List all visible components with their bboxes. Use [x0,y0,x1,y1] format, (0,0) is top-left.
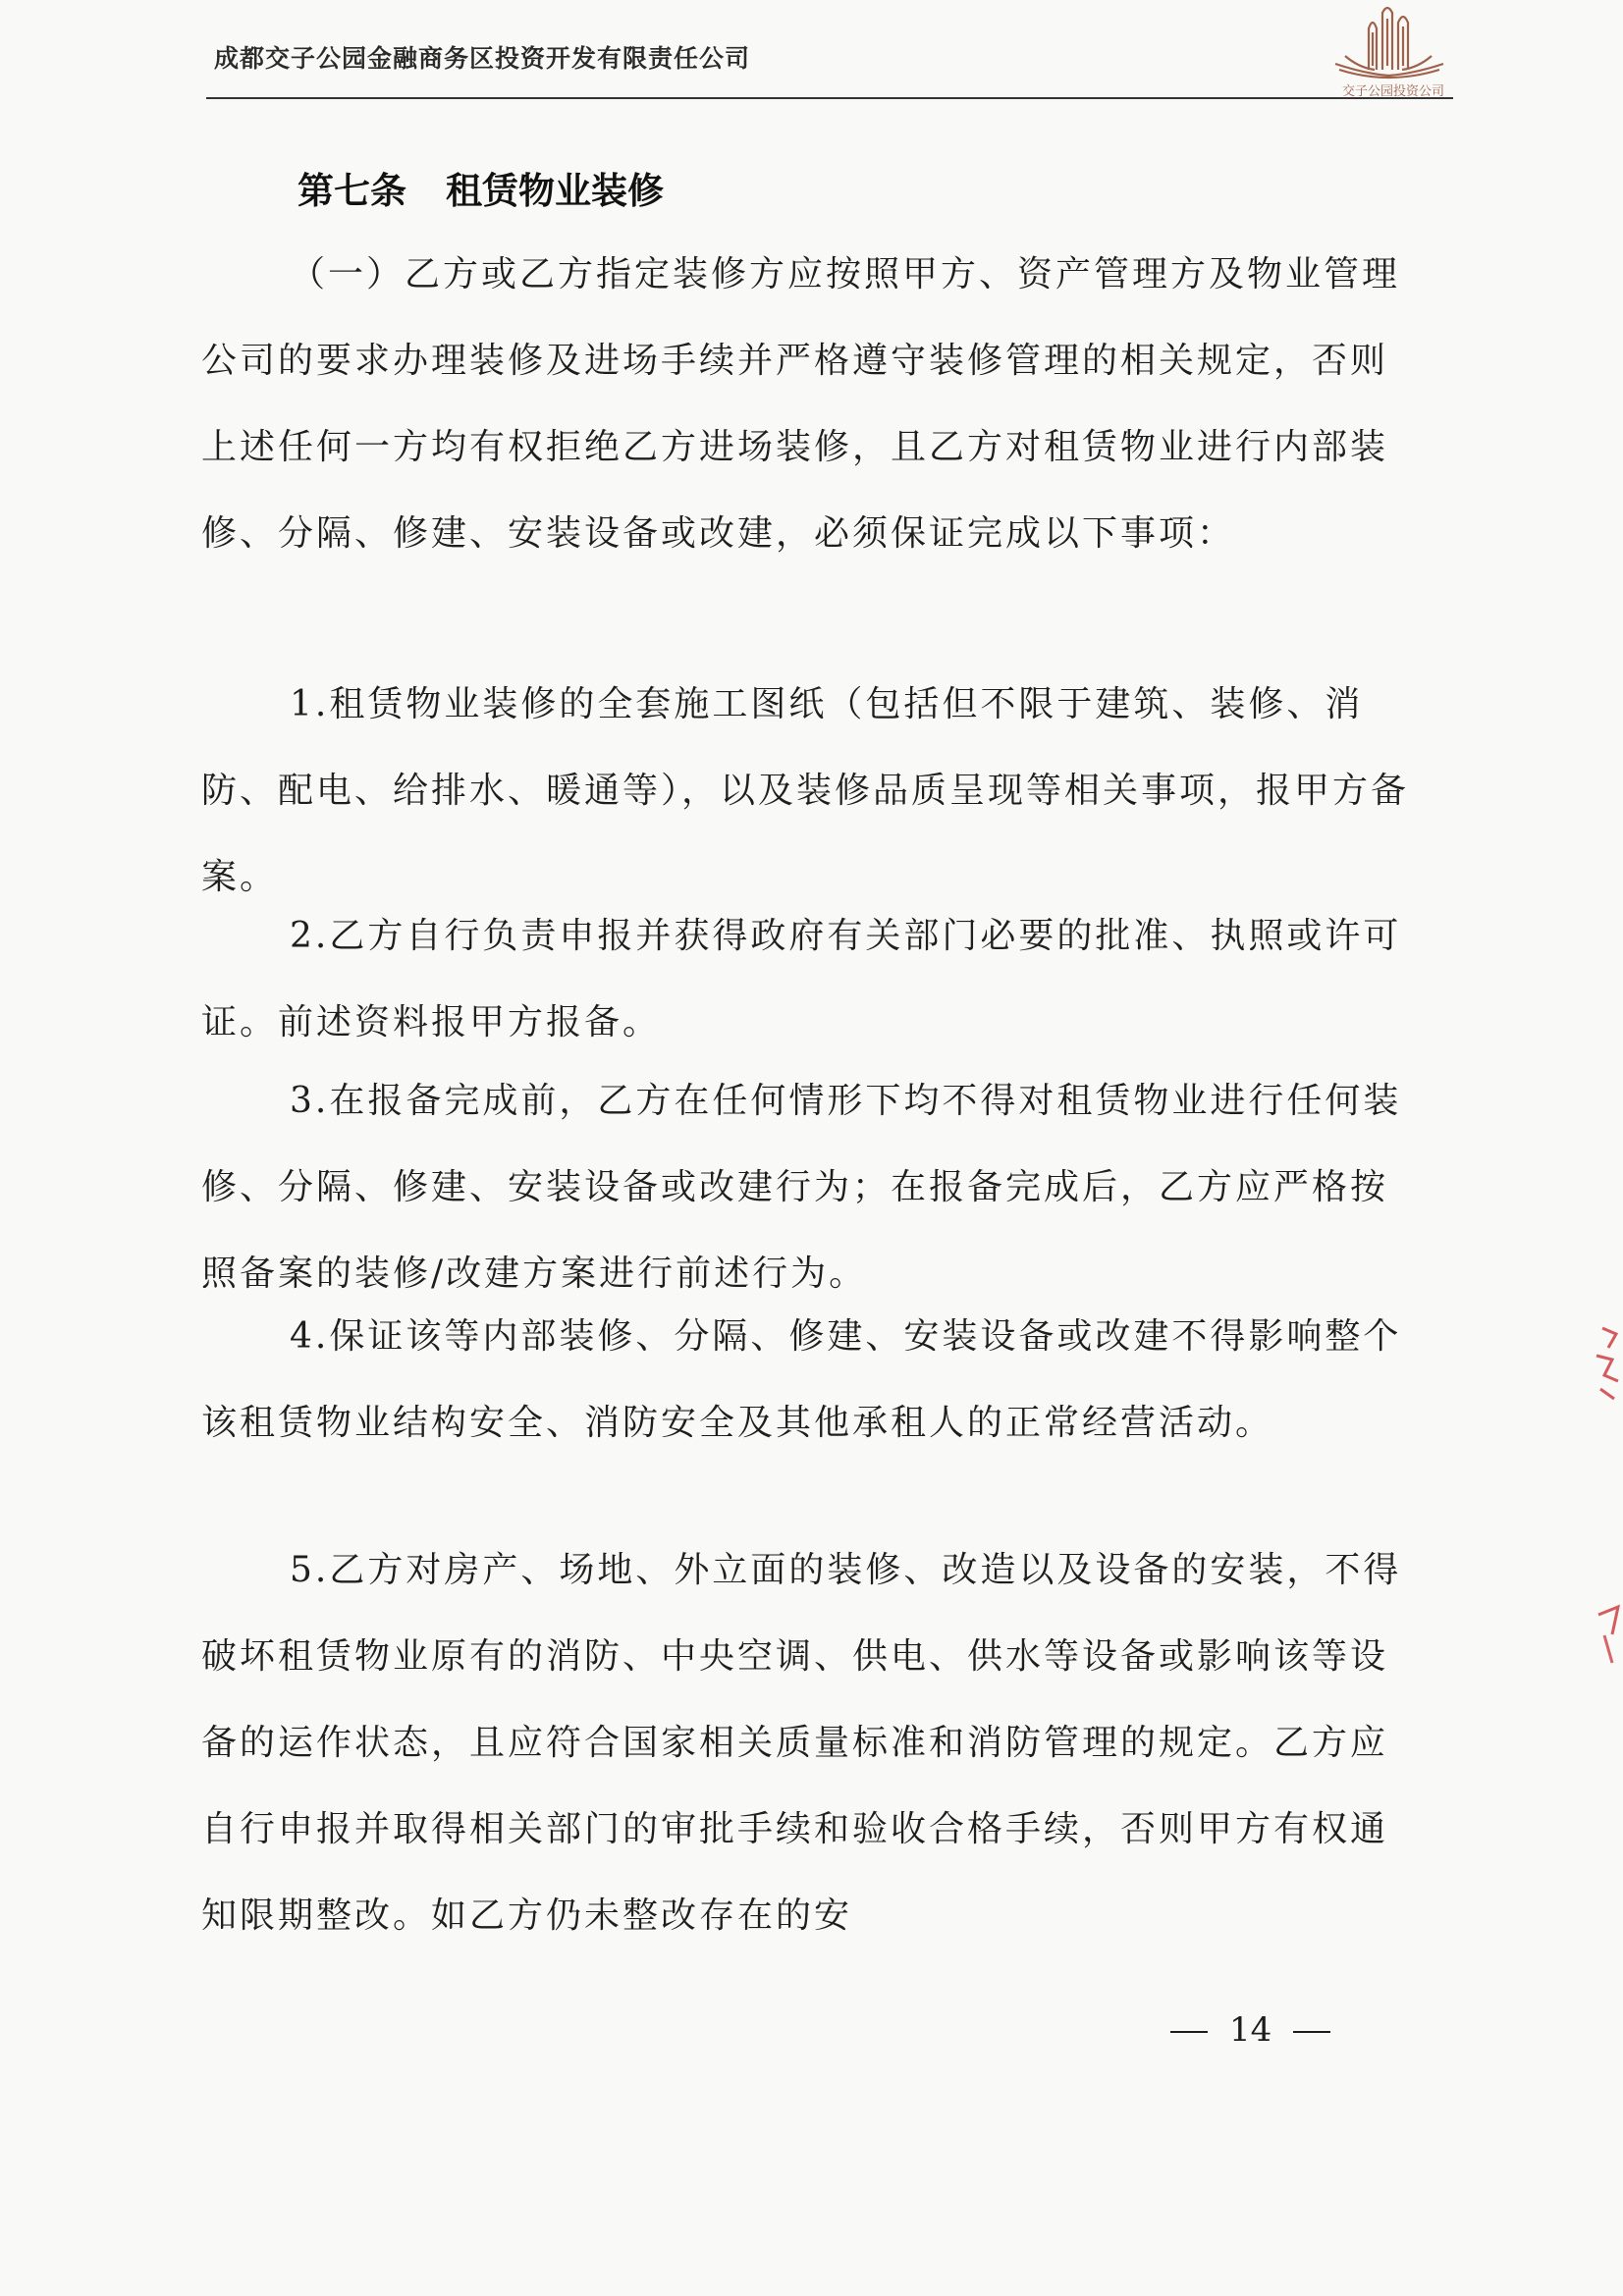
header-divider [206,97,1453,99]
paragraph-item-4: 4.保证该等内部装修、分隔、修建、安装设备或改建不得影响整个该租赁物业结构安全、消防安全及其他承租人的正常经营活动。 [201,1316,1402,1443]
article-name: 租赁物业装修 [446,170,664,212]
page-number-value: 14 [1229,2010,1272,2050]
paragraph-intro: （一）乙方或乙方指定装修方应按照甲方、资产管理方及物业管理公司的要求办理装修及进场手续并严格遵守装修管理的相关规定，否则上述任何一方均有权拒绝乙方进场装修，且乙方对租赁物业进行内部装修、分隔、修建、安装设备或改建，必须保证完成以下事项： [201,254,1401,554]
article-number: 第七条 [298,170,406,212]
seal-fragment-upper [1583,1320,1623,1409]
article-heading [298,161,664,214]
page-number [1149,2010,1345,2050]
header-company-name: 成都交子公园金融商务区投资开发有限责任公司 [214,44,751,73]
logo-caption: 交子公园投资公司 [1341,84,1444,99]
paragraph-item-1: 1.租赁物业装修的全套施工图纸（包括但不限于建筑、装修、消防、配电、给排水、暖通等），以及装修品质呈现等相关事项，报甲方备案。 [201,684,1410,897]
seal-fragment-lower [1583,1595,1623,1644]
paragraph-item-2: 2.乙方自行负责申报并获得政府有关部门必要的批准、执照或许可证。前述资料报甲方报备。 [201,916,1402,1042]
paragraph-item-5: 5.乙方对房产、场地、外立面的装修、改造以及设备的安装，不得破坏租赁物业原有的消防、中央空调、供电、供水等设备或影响该等设备的运作状态，且应符合国家相关质量标准和消防管理的规定。乙方应自行申报并取得相关部门的审批手续和验收合格手续，否则甲方有权通知限期整改。如乙方仍未整改存在的安 [201,1550,1402,1936]
paragraph-item-3: 3.在报备完成前，乙方在任何情形下均不得对租赁物业进行任何装修、分隔、修建、安装设备或改建行为；在报备完成后，乙方应严格按照备案的装修/改建方案进行前述行为。 [201,1081,1402,1294]
